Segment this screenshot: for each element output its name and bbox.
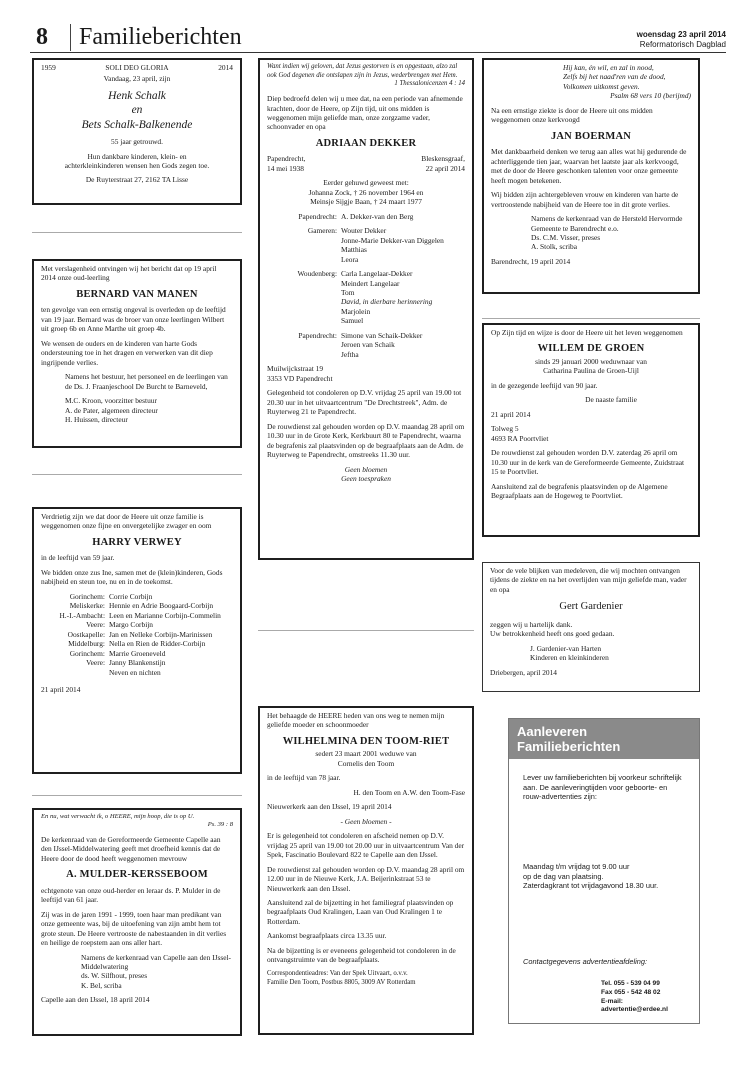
verwey-relatives	[41, 592, 233, 677]
boerman-sign1: Ds. C.M. Visser, preses	[531, 233, 601, 242]
toom-age: in de leeftijd van 78 jaar.	[267, 773, 341, 783]
notice-verwey	[32, 507, 242, 774]
toom-family: H. den Toom en A.W. den Toom-Fase	[353, 787, 465, 797]
dekker-prev-married: Eerder gehuwd geweest met:	[323, 178, 409, 188]
verwey-p1: We bidden onze zus Ine, samen met de (klein)kinderen, Gods nabijheid en steun toe, nu en in de toekomst.	[41, 567, 223, 587]
groen-since2: Catharina Paulina de Groen-Uijl	[543, 366, 639, 376]
boerman-p2: Wij bidden zijn achtergebleven vrouw en kinderen van harte de vertroostende nabijheid van de Heere toe in dit grote verlies.	[491, 190, 679, 209]
verwey-relative: Veere: Janny Blankenstijn	[86, 658, 166, 668]
schalk-married: 55 jaar getrouwd.	[111, 137, 163, 147]
schalk-header	[41, 63, 233, 72]
toom-p2: De rouwdienst zal gehouden worden op D.V. maandag 28 april om 12.00 uur in de Nieuwe Kerk, J.A. Beijerinkstraat 53 te Nieuwerkerk aan den IJssel.	[267, 864, 465, 893]
boerman-intro: Na een ernstige ziekte is door de Heere uit ons midden weggenomen onze kerkvoogd	[491, 105, 653, 125]
gardenier-sign1: J. Gardenier-van Harten	[530, 643, 602, 653]
toom-p4: Aankomst begraafplaats circa 13.35 uur.	[267, 931, 387, 941]
boerman-date: Barendrecht, 19 april 2014	[491, 256, 571, 266]
notice-boerman	[482, 58, 700, 294]
dekker-relative: Papendrecht: Simone van Schaik-Dekker Jeroen van Schaik Jeftha	[298, 330, 423, 359]
issue-date: woensdag 23 april 2014	[636, 30, 726, 39]
toom-flowers: - Geen bloemen -	[340, 816, 392, 826]
van-manen-p2: We wensen de ouders en de kinderen van harte Gods ondersteuning toe in het dragen en verwerken van dit diep ingrijpende verlies.	[41, 338, 213, 367]
toom-intro: Het behaagde de HEERE heden van ons weg te nemen mijn geliefde moeder en schoonmoeder	[267, 711, 445, 730]
toom-p1: Er is gelegenheid tot condoleren en afscheid nemen op D.V. vrijdag 25 april van 19.00 tot 20.00 uur in uitvaartcentrum Van der Spek, Fascinatio Boulevard 822 te Capelle aan den IJssel.	[267, 831, 465, 860]
schalk-name2: Bets Schalk-Balkenende	[81, 118, 193, 131]
schalk-year-right: 2014	[218, 63, 233, 72]
dekker-intro: Diep bedroefd delen wij u mee dat, na een periode van afnemende krachten, door de Heere, op Zijn tijd, uit ons midden is weggenomen mijn geliefde man, onze zorgzame vader, schoonvader en opa	[267, 94, 463, 132]
boerman-verse3: Volkomen uitkomst geven.	[563, 81, 640, 91]
ad-tel: Tel. 055 - 539 04 99	[601, 980, 660, 988]
dekker-address1: Muilwijckstraat 19	[267, 364, 324, 374]
divider	[32, 232, 242, 233]
ad-email[interactable]: E-mail: advertentie@erdee.nl	[601, 997, 668, 1014]
dekker-flowers1: Geen bloemen	[344, 464, 388, 474]
divider	[32, 474, 242, 475]
dekker-p2: De rouwdienst zal gehouden worden op D.V. maandag 28 april om 10.30 uur in de Grote Kerk, Kerkbuurt 80 te Papendrecht, waarna de begrafenis zal plaatsvinden op de begraafplaats aan de Adm. de Ruyterweg te Papendrecht, omstreeks 11.30 uur.	[267, 421, 465, 460]
verwey-relative: Gorinchem: Marrie Groeneveld	[69, 648, 166, 658]
toom-p3: Aansluitend zal de bijzetting in het familiegraf plaatsvinden op begraafplaats Oud Kralingen, Laan van Oud Kralingen 1 te Rotterdam.	[267, 898, 454, 926]
van-manen-p1: ten gevolge van een ernstig ongeval is overleden op de leeftijd van 19 jaar. Bernard was de broer van onze leerlingen Wilbert uit groep 6b en Anne Marthe uit groep 4b.	[41, 305, 226, 334]
dekker-flowers2: Geen toespraken	[341, 473, 391, 483]
dekker-verse: Want indien wij geloven, dat Jezus gestorven is en opgestaan, alzo zal ook God degenen die ontslapen zijn in Jezus, wederbrengen met Hem.	[267, 63, 458, 79]
kersseboom-ref: Ps. 39 : 8	[207, 821, 233, 829]
groen-date: 21 april 2014	[491, 409, 531, 419]
toom-place-date: Nieuwerkerk aan den IJssel, 19 april 2014	[267, 802, 392, 812]
boerman-p1: Met dankbaarheid denken we terug aan alles wat hij gedurende de achterliggende tien jaar, waarvan het laatste jaar als kerkvoogd, met de door de Heere geschonken talenten voor onze gemeente heeft mogen betekenen.	[491, 147, 687, 185]
page-number: 8	[36, 24, 48, 50]
dekker-born	[267, 154, 305, 173]
kersseboom-p2: Zij was in de jaren 1991 - 1999, toen haar man predikant van onze gemeente was, bij de uitoefening van zijn ambt hem tot grote steun. De Heere vertrooste de nabestaanden in dit verlies en heilige de roepstem aan ons aller hart.	[41, 909, 227, 948]
groen-p1: De rouwdienst zal gehouden worden D.V. zaterdag 26 april om 10.30 uur in de kerk van de Gereformeerde Gemeente, Zuidstraat 15 te Poortvliet.	[491, 448, 685, 477]
ad-contact	[523, 980, 685, 1014]
van-manen-name: BERNARD VAN MANEN	[76, 288, 198, 300]
kersseboom-sign2: K. Bel, scriba	[81, 980, 122, 990]
gardenier-sign2: Kinderen en kleinkinderen	[530, 653, 609, 663]
header-rule	[30, 52, 726, 53]
divider	[482, 318, 700, 319]
section-title: Familieberichten	[70, 24, 242, 51]
ad-times1: Maandag t/m vrijdag tot 9.00 uur	[523, 861, 630, 871]
toom-corr2: Familie Den Toom, Postbus 8805, 3009 AV Rotterdam	[267, 978, 416, 986]
dekker-prev2: Meinsje Sijgje Baan, † 24 maart 1977	[310, 197, 422, 207]
verwey-relative: Gorinchem: Corrie Corbijn	[69, 591, 153, 601]
toom-since1: sedert 23 maart 2001 weduwe van	[315, 749, 417, 759]
van-manen-intro: Met verslagenheid ontvingen wij het bericht dat op 19 april 2014 onze oud-leerling	[41, 264, 217, 283]
gardenier-name: Gert Gardenier	[559, 601, 623, 613]
notice-den-toom	[258, 706, 474, 1035]
van-manen-sign2: A. de Pater, algemeen directeur	[65, 405, 158, 415]
verwey-relative: Neven en nichten	[109, 667, 161, 677]
verwey-relative: Meliskerke: Hennie en Adrie Boogaard-Corbijn	[69, 601, 214, 611]
schalk-motto: SOLI DEO GLORIA	[105, 63, 169, 72]
dekker-relative: Papendrecht: A. Dekker-van den Berg	[298, 211, 414, 221]
schalk-year-left: 1959	[41, 63, 56, 72]
groen-address1: Tolweg 5	[491, 424, 519, 434]
notice-van-manen	[32, 259, 242, 448]
groen-intro: Op Zijn tijd en wijze is door de Heere uit het leven weggenomen	[491, 328, 683, 337]
kersseboom-verse: En nu, wat verwacht ik, o HEERE, mijn hoop, die is op U.	[41, 813, 195, 820]
kersseboom-p1: echtgenote van onze oud-herder en leraar ds. P. Mulder in de leeftijd van 61 jaar.	[41, 885, 221, 905]
boerman-verse2: Zelfs bij het naad'ren van de dood,	[563, 72, 666, 82]
gardenier-date: Driebergen, april 2014	[490, 667, 557, 677]
dekker-died-date: 22 april 2014	[425, 163, 465, 173]
van-manen-sign3: H. Huissen, directeur	[65, 415, 128, 425]
advertising-info-box	[508, 718, 700, 1024]
ad-title: Aanleveren Familieberichten	[509, 719, 699, 759]
kersseboom-date: Capelle aan den IJssel, 18 april 2014	[41, 995, 150, 1005]
dekker-born-date: 14 mei 1938	[267, 163, 304, 173]
boerman-ref: Psalm 68 vers 10 (berijmd)	[610, 91, 691, 101]
issue-info	[637, 30, 726, 50]
verwey-name: HARRY VERWEY	[92, 536, 182, 548]
dekker-relative: Gameren: Wouter Dekker Jonne-Marie Dekker-van Diggelen Matthias Leora	[307, 226, 444, 264]
van-manen-sign1: M.C. Kroon, voorzitter bestuur	[65, 396, 157, 406]
ad-contact-label: Contactgegevens advertentieafdeling:	[523, 956, 648, 966]
notice-de-groen	[482, 323, 700, 537]
groen-age: in de gezegende leeftijd van 90 jaar.	[491, 380, 598, 390]
gardenier-intro: Voor de vele blijken van medeleven, die wij mochten ontvangen tijdens de ziekte en na het overlijden van mijn geliefde man, vader en opa	[490, 566, 687, 594]
verwey-age: in de leeftijd van 59 jaar.	[41, 553, 115, 563]
toom-name: WILHELMINA DEN TOOM-RIET	[282, 735, 450, 747]
boerman-name: JAN BOERMAN	[550, 130, 632, 142]
verwey-date: 21 april 2014	[41, 685, 81, 694]
divider	[32, 795, 242, 796]
kersseboom-sign1: ds. W. Silfhout, preses	[81, 971, 148, 981]
groen-p2: Aansluitend zal de begrafenis plaatsvinden op de Algemene Begraafplaats aan de Hogeweg te Poortvliet.	[491, 481, 668, 501]
gardenier-thanks2: Uw betrokkenheid heeft ons goed gedaan.	[490, 629, 615, 639]
divider	[258, 630, 474, 631]
toom-corr1: Correspondentieadres: Van der Spek Uitvaart, o.v.v.	[267, 969, 408, 977]
boerman-verse1: Hij kan, én wil, en zal in nood,	[563, 63, 654, 72]
ad-times3: Zaterdagkrant tot vrijdagavond 18.30 uur.	[523, 881, 659, 891]
dekker-address2: 3353 VD Papendrecht	[267, 373, 333, 383]
dekker-name: ADRIAAN DEKKER	[315, 137, 417, 149]
dekker-p1: Gelegenheid tot condoleren op D.V. vrijdag 25 april van 19.00 tot 20.30 uur in het uitvaartcentrum "De Drechtstreek", Adm. de Ruyterweg 21 te Papendrecht.	[267, 388, 462, 417]
ad-p1: Lever uw familieberichten bij voorkeur schriftelijk aan. De aanleveringtijden voor geboorte- en rouw-advertenties zijn:	[523, 773, 682, 802]
dekker-died	[421, 154, 465, 173]
dekker-prev1: Johanna Zock, † 26 november 1964 en	[308, 187, 424, 197]
schalk-address: De Ruyterstraat 27, 2162 TA Lisse	[85, 175, 189, 185]
boerman-sign2: A. Stolk, scriba	[531, 242, 577, 252]
ad-body	[509, 759, 699, 1023]
ad-fax: Fax 055 - 542 48 02	[601, 988, 661, 996]
kersseboom-name: A. MULDER-KERSSEBOOM	[66, 869, 208, 881]
toom-since2: Cornelis den Toom	[337, 758, 395, 768]
schalk-family: Hun dankbare kinderen, klein- en achterkleinkinderen wensen hen Gods zegen toe.	[64, 151, 210, 170]
schalk-and: en	[131, 104, 143, 117]
verwey-relative: Oostkapelle: Jan en Nelleke Corbijn-Marinissen	[67, 629, 213, 639]
van-manen-p3: Namens het bestuur, het personeel en de leerlingen van de Ds. J. Fraanjeschool De Burcht te Barneveld,	[65, 372, 228, 391]
notice-schalk	[32, 58, 242, 205]
boerman-p3: Namens de kerkenraad van de Hersteld Hervormde Gemeente te Barendrecht e.o.	[531, 214, 683, 233]
paper-name: Reformatorisch Dagblad	[639, 40, 726, 49]
dekker-born-place: Papendrecht,	[267, 154, 306, 164]
verwey-intro: Verdrietig zijn we dat door de Heere uit onze familie is weggenomen onze fijne en onvergetelijke zwager en oom	[41, 512, 212, 531]
ad-times2: op de dag van plaatsing.	[523, 871, 604, 881]
kersseboom-intro: De kerkenraad van de Gereformeerde Gemeente Capelle aan den IJssel-Middelwatering geeft met droefheid kennis dat de Heere door de dood heeft weggenomen mevrouw	[41, 834, 221, 863]
groen-family: De naaste familie	[585, 395, 637, 405]
groen-address2: 4693 RA Poortvliet	[491, 433, 549, 443]
dekker-dates	[267, 154, 465, 173]
kersseboom-p3: Namens de kerkenraad van Capelle aan den IJssel-Middelwatering	[81, 952, 232, 971]
schalk-name1: Henk Schalk	[108, 89, 166, 102]
groen-since1: sinds 29 januari 2000 weduwnaar van	[535, 356, 647, 366]
notice-kersseboom	[32, 808, 242, 1036]
toom-p5: Na de bijzetting is er eveneens gelegenheid tot condoleren in de ontvangstruimte van de begraafplaats.	[267, 945, 456, 965]
dekker-ref: 1 Thessalonicenzen 4 : 14	[394, 80, 465, 88]
verwey-relative: H.-I.-Ambacht: Leen en Marianne Corbijn-Commelin	[59, 610, 221, 620]
groen-name: WILLEM DE GROEN	[537, 343, 645, 355]
notice-dekker	[258, 58, 474, 560]
notice-gardenier	[482, 562, 700, 692]
dekker-relative: Woudenberg: Carla Langelaar-Dekker Meindert Langelaar Tom David, in dierbare herinnering Marjolein Samuel	[297, 269, 433, 326]
schalk-line1: Vandaag, 23 april, zijn	[103, 74, 171, 84]
dekker-died-place: Bleskensgraaf,	[421, 154, 465, 164]
gardenier-thanks1: zeggen wij u hartelijk dank.	[490, 619, 573, 629]
verwey-relative: Veere: Margo Corbijn	[86, 620, 154, 630]
verwey-relative: Middelburg: Nella en Rien de Ridder-Corbijn	[68, 639, 206, 649]
